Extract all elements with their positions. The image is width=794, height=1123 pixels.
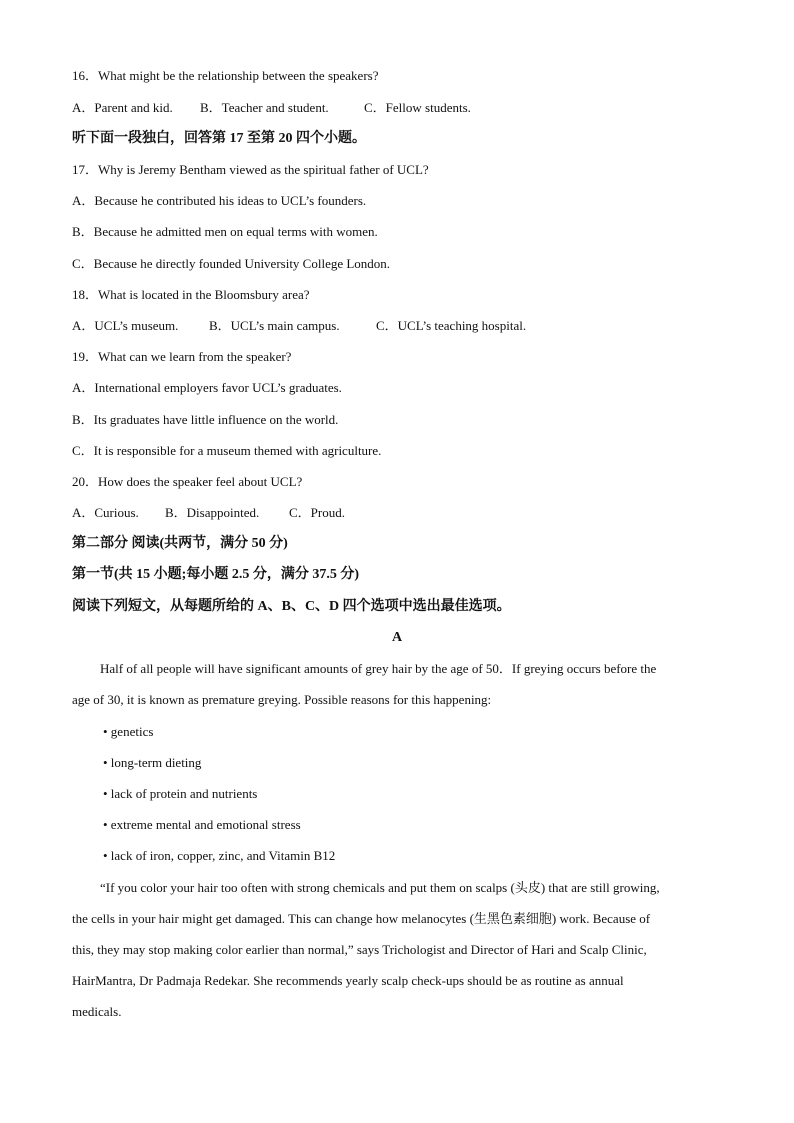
question-20-stem: 20．How does the speaker feel about UCL? [72, 474, 303, 489]
question-16-stem: 16．What might be the relationship between the speakers? [72, 68, 379, 83]
reading-part-title: 第二部分 阅读(共两节，满分 50 分) [72, 536, 288, 551]
listening-section-heading: 听下面一段独白，回答第 17 至第 20 四个小题。 [72, 131, 366, 146]
bullet-item: • lack of protein and nutrients [103, 786, 258, 801]
option-a: A．Curious. [72, 505, 139, 520]
question-17-option-b: B．Because he admitted men on equal terms with women. [72, 224, 378, 239]
paragraph-2-line-5: medicals. [72, 1004, 122, 1019]
option-c: C．UCL’s teaching hospital. [376, 318, 527, 333]
passage-letter: A [391, 630, 403, 645]
option-c: C．Fellow students. [364, 100, 471, 115]
question-19-option-b: B．Its graduates have little influence on the world. [72, 412, 339, 427]
bullet-item: • extreme mental and emotional stress [103, 817, 301, 832]
option-a: A．UCL’s museum. [72, 318, 179, 333]
paragraph-2-line-4: HairMantra, Dr Padmaja Redekar. She recommends yearly scalp check-ups should be as routine as annual [72, 973, 624, 988]
bullet-item: • long-term dieting [103, 755, 202, 770]
question-18-stem: 18．What is located in the Bloomsbury area? [72, 287, 310, 302]
question-17-option-c: C．Because he directly founded University College London. [72, 256, 391, 271]
reading-instruction: 阅读下列短文，从每题所给的 A、B、C、D 四个选项中选出最佳选项。 [72, 599, 511, 614]
question-16-options [72, 99, 471, 117]
paragraph-1-line-2: age of 30, it is known as premature greying. Possible reasons for this happening: [72, 692, 492, 707]
bullet-item: • genetics [103, 724, 154, 739]
option-b: B．UCL’s main campus. [209, 318, 340, 333]
question-19-option-c: C．It is responsible for a museum themed with agriculture. [72, 443, 382, 458]
question-18-options [72, 317, 526, 335]
question-19-option-a: A．International employers favor UCL’s graduates. [72, 380, 342, 395]
paragraph-2-line-3: this, they may stop making color earlier than normal,” says Trichologist and Director of Hari and Scalp Clinic, [72, 942, 647, 957]
option-c: C．Proud. [289, 505, 345, 520]
question-19-stem: 19．What can we learn from the speaker? [72, 349, 292, 364]
reading-section-title: 第一节(共 15 小题;每小题 2.5 分，满分 37.5 分) [72, 567, 359, 582]
paragraph-2-line-1: “If you color your hair too often with strong chemicals and put them on scalps (头皮) that are still growing, [100, 880, 660, 895]
question-17-option-a: A．Because he contributed his ideas to UCL’s founders. [72, 193, 367, 208]
paragraph-1-line-1: Half of all people will have significant amounts of grey hair by the age of 50．If greying occurs before the [100, 661, 657, 676]
option-a: A．Parent and kid. [72, 100, 173, 115]
paragraph-2-line-2: the cells in your hair might get damaged. This can change how melanocytes (生黑色素细胞) work. Because of [72, 911, 651, 926]
question-17-stem: 17．Why is Jeremy Bentham viewed as the spiritual father of UCL? [72, 162, 429, 177]
question-20-options [72, 504, 345, 522]
option-b: B．Disappointed. [165, 505, 260, 520]
option-b: B．Teacher and student. [200, 100, 329, 115]
bullet-item: • lack of iron, copper, zinc, and Vitamin B12 [103, 848, 336, 863]
